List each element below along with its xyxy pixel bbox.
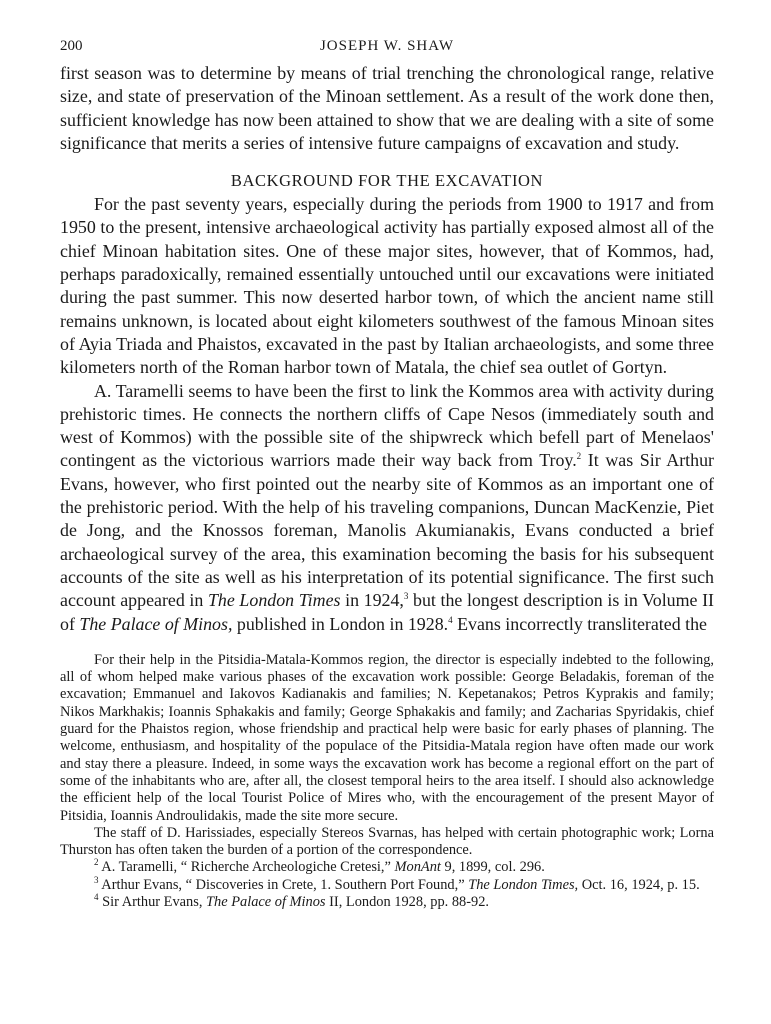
footnote-text: Oct. 16, 1924, p. 15. (578, 876, 700, 893)
footnote-text: 9, 1899, col. 296. (440, 859, 545, 876)
acknowledgement-note-2: The staff of D. Harissiades, especially Stereos Svarnas, has helped with certain photographic work; Lorna Thurston has often taken the burden of a portion of the correspondence. (60, 824, 714, 859)
footnote-mark: 3 (94, 874, 99, 885)
footnote-mark: 4 (94, 892, 99, 903)
paragraph-2-text: in 1924, (340, 590, 404, 611)
footnote-title: The Palace of Minos (206, 893, 326, 910)
footnote-text: Sir Arthur Evans, (98, 893, 207, 910)
cited-title-london-times: The London Times (207, 590, 341, 611)
footnote-ref-4: 4 (448, 614, 453, 625)
intro-paragraph: first season was to determine by means of trial trenching the chronological range, relative size, and state of preservation of the Minoan settlement. As a result of the work done then, sufficient knowledge has now been attained to show that we are dealing with a site of some significance that merits a series of intensive future campaigns of excavation and study. (60, 63, 714, 153)
body-paragraph-2 (60, 380, 714, 636)
footnote-journal: MonAnt (394, 859, 441, 876)
footnote-ref-2: 2 (576, 451, 582, 462)
footnotes (60, 652, 714, 911)
page (60, 38, 714, 911)
paragraph-2-text: A. Taramelli seems to have been the first to link the Kommos area with activity during prehistoric times. He connects the northern cliffs of Cape Nesos (immediately south and west of Kommos) with the possible site of the shipwreck which befell part of Menelaos' contingent as the victorious warriors made their way back from Troy. (60, 380, 714, 471)
footnote-3 (60, 874, 714, 894)
footnote-ref-3: 3 (403, 591, 409, 602)
section-heading: BACKGROUND FOR THE EXCAVATION (230, 171, 544, 191)
acknowledgement-note: For their help in the Pitsidia-Matala-Kommos region, the director is especially indebted to the following, all of whom helped make various phases of the excavation work possible: George Beladakis, foreman of the excavation; Emmanuel and Iakovos Kadianakis and families; N. Kepetanakos; Petros Kyprakis and family; Nikos Markhakis; Ioannis Sphakakis and family; George Sphakakis and family; and Zacharias Spyridakis, chief guard for the Phaistos region, whose friendship and practical help were basic for early phases of planning. The welcome, enthusiasm, and hospitality of the populace of the Pitsidia-Matala region have often made our work and stay there a pleasure. Indeed, in some ways the excavation work has become a regional effort on the part of some of the inhabitants who are, after all, the closest temporal heirs to the area itself. I should also acknowledge the efficient help of the local Tourist Police of Mires who, with the encouragement of the present Mayor of Pitsidia, Ioannis Androulidakis, made the site more secure. (60, 651, 714, 824)
footnote-2 (60, 859, 714, 876)
footnote-text: A. Taramelli, “ Richerche Archeologiche Cretesi,” (98, 859, 395, 876)
footnote-text: II, London 1928, pp. 88-92. (325, 893, 490, 910)
body-paragraph-1: For the past seventy years, especially during the periods from 1900 to 1917 and from 1950 to the present, intensive archaeological activity has partially exposed almost all of the chief Minoan habitation sites. One of these major sites, however, that of Kommos, had, perhaps paradoxically, remained essentially untouched until our excavations were initiated during the past summer. This now deserted harbor town, of which the ancient name still remains unknown, is located about eight kilometers southwest of the famous Minoan sites of Ayia Triada and Phaistos, excavated in the past by Italian archaeologists, and some three kilometers north of the Roman harbor town of Matala, the chief sea outlet of Gortyn. (60, 194, 714, 378)
page-number: 200 (60, 38, 83, 54)
footnote-4 (60, 894, 714, 911)
cited-title-palace-of-minos: The Palace of Minos, (79, 613, 233, 634)
footnote-text: Arthur Evans, “ Discoveries in Crete, 1. Southern Port Found,” (98, 876, 469, 893)
footnote-title: The London Times, (468, 876, 579, 893)
paragraph-2-text: Evans incorrectly transliterated the (452, 613, 707, 634)
running-head-author: JOSEPH W. SHAW (319, 38, 455, 54)
paragraph-2-text: published in London in 1928. (232, 613, 449, 634)
paragraph-2-text: It was Sir Arthur Evans, however, who first pointed out the nearby site of Kommos as an important one of the prehistoric period. With the help of his traveling companions, Duncan MacKenzie, Piet de Jong, and the Knossos foreman, Manolis Akumianakis, Evans conducted a brief archaeological survey of the area, this examination becoming the basis for his subsequent accounts of the site as well as his interpretation of its potential significance. The first such account appeared in (60, 450, 714, 611)
paragraph-2-text: but the longest description is in Volume II of (60, 590, 714, 634)
footnote-mark: 2 (94, 857, 99, 868)
running-head (60, 38, 714, 62)
